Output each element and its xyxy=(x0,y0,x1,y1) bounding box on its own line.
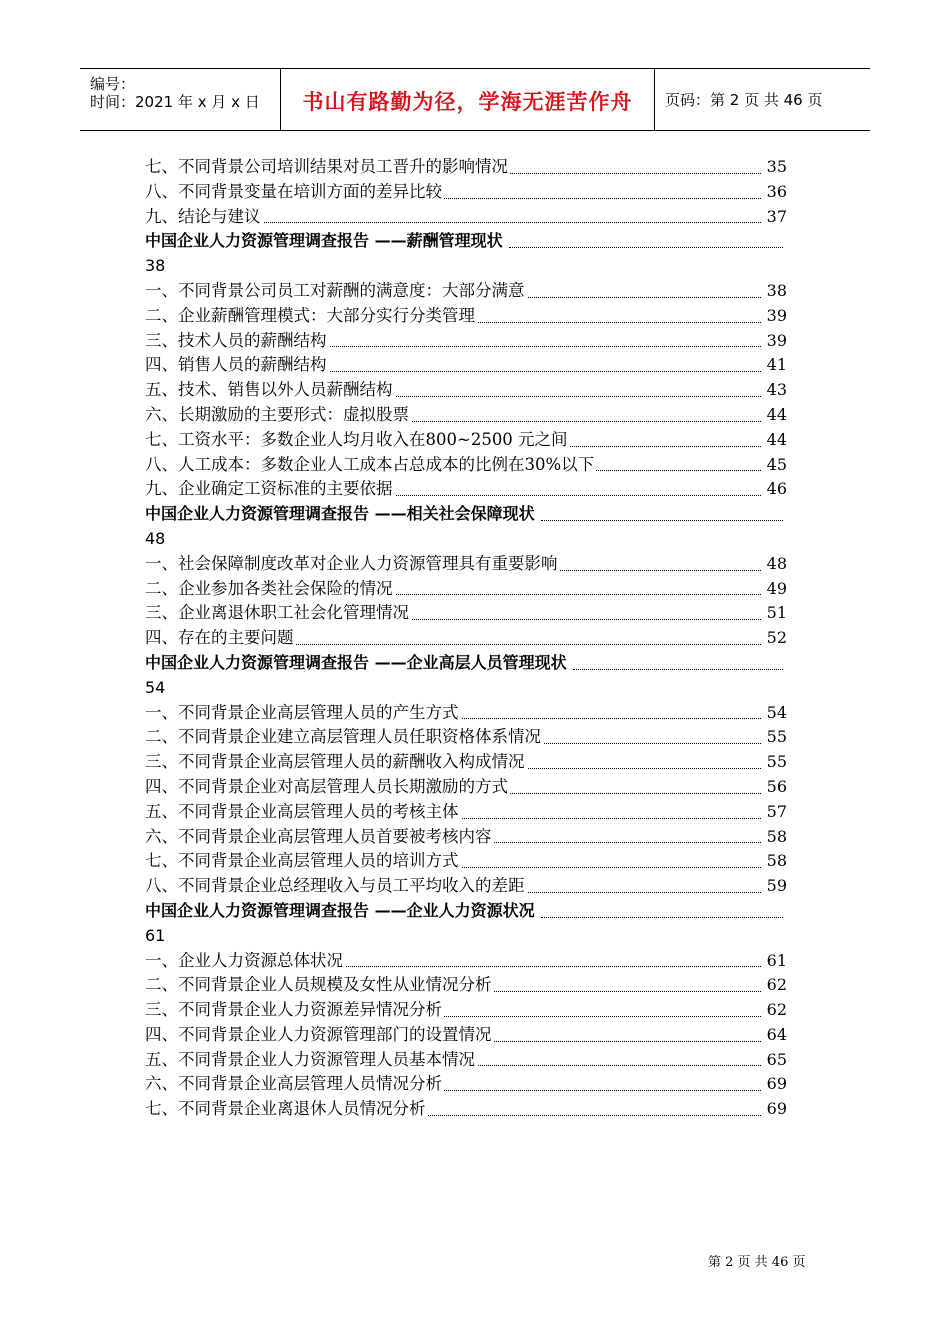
header-motto-cell xyxy=(281,69,655,130)
toc-entry-page: 57 xyxy=(764,800,787,825)
toc-entry-title: 一、不同背景企业高层管理人员的产生方式 xyxy=(145,702,459,722)
toc-section-page: 38 xyxy=(145,256,166,276)
toc-leader-dots xyxy=(573,669,783,670)
toc-entry[interactable] xyxy=(145,329,787,354)
toc-entry-title: 四、不同背景企业对高层管理人员长期激励的方式 xyxy=(145,776,508,796)
toc-entry-title: 一、企业人力资源总体状况 xyxy=(145,950,343,970)
toc-entry-page: 48 xyxy=(764,552,787,577)
toc-entry-page: 52 xyxy=(764,626,787,651)
toc-entry-page: 44 xyxy=(764,428,787,453)
toc-entry-page: 55 xyxy=(764,750,787,775)
toc-entry-title: 六、不同背景企业高层管理人员首要被考核内容 xyxy=(145,826,492,846)
toc-entry-page: 39 xyxy=(764,329,787,354)
toc-entry[interactable] xyxy=(145,626,787,651)
toc-entry[interactable] xyxy=(145,973,787,998)
toc-entry[interactable] xyxy=(145,1097,787,1122)
toc-entry-title: 九、结论与建议 xyxy=(145,206,261,226)
toc-entry[interactable] xyxy=(145,205,787,230)
toc-entry[interactable] xyxy=(145,304,787,329)
toc-entry-title: 七、不同背景企业离退休人员情况分析 xyxy=(145,1099,426,1119)
toc-entry-title: 七、不同背景企业高层管理人员的培训方式 xyxy=(145,851,459,871)
toc-entry[interactable] xyxy=(145,949,787,974)
toc-entry-page: 56 xyxy=(764,775,787,800)
toc-entry-page: 58 xyxy=(764,849,787,874)
toc-entry-title: 六、不同背景企业高层管理人员情况分析 xyxy=(145,1074,442,1094)
toc-entry[interactable] xyxy=(145,1072,787,1097)
toc-section-title: 中国企业人力资源管理调查报告 ——企业人力资源状况 xyxy=(145,900,535,920)
toc-entry-page: 39 xyxy=(764,304,787,329)
toc-entry[interactable] xyxy=(145,577,787,602)
toc-entry[interactable] xyxy=(145,800,787,825)
document-date-label: 时间：2021 年 x 月 x 日 xyxy=(90,93,260,111)
toc-entry-page: 61 xyxy=(764,949,787,974)
toc-entry[interactable] xyxy=(145,849,787,874)
page-header xyxy=(80,68,870,131)
toc-entry-page: 44 xyxy=(764,403,787,428)
document-number-label: 编号： xyxy=(90,75,136,93)
toc-entry-title: 六、长期激励的主要形式：虚拟股票 xyxy=(145,404,409,424)
toc-entry-page: 43 xyxy=(764,378,787,403)
toc-entry[interactable] xyxy=(145,725,787,750)
toc-entry-title: 七、不同背景公司培训结果对员工晋升的影响情况 xyxy=(145,157,508,176)
toc-entry[interactable] xyxy=(145,825,787,850)
toc-entry-page: 59 xyxy=(764,874,787,899)
toc-entry-page: 38 xyxy=(764,279,787,304)
toc-entry-title: 一、不同背景公司员工对薪酬的满意度：大部分满意 xyxy=(145,280,525,300)
toc-entry[interactable] xyxy=(145,180,787,205)
toc-entry[interactable] xyxy=(145,477,787,502)
toc-entry[interactable] xyxy=(145,874,787,899)
toc-entry-title: 七、工资水平：多数企业人均月收入在800~2500 元之间 xyxy=(145,429,568,449)
header-page-cell xyxy=(655,69,870,130)
toc-entry-page: 36 xyxy=(764,180,787,205)
toc-entry-title: 四、存在的主要问题 xyxy=(145,628,294,648)
toc-entry-page: 37 xyxy=(764,205,787,230)
toc-section-page: 54 xyxy=(145,677,166,697)
toc-entry-title: 八、不同背景企业总经理收入与员工平均收入的差距 xyxy=(145,876,525,896)
toc-section-page: 48 xyxy=(145,528,166,548)
toc-entry[interactable] xyxy=(145,453,787,478)
toc-section-title: 中国企业人力资源管理调查报告 ——相关社会保障现状 xyxy=(145,504,535,524)
toc-entry-page: 69 xyxy=(764,1097,787,1122)
toc-entry-page: 49 xyxy=(764,577,787,602)
header-meta-cell xyxy=(80,69,281,130)
toc-entry[interactable] xyxy=(145,750,787,775)
toc-section-heading[interactable] xyxy=(145,229,787,254)
toc-entry-title: 三、不同背景企业人力资源差异情况分析 xyxy=(145,1000,442,1020)
toc-entry-title: 三、企业离退休职工社会化管理情况 xyxy=(145,603,409,623)
toc-entry-page: 46 xyxy=(764,477,787,502)
toc-entry[interactable] xyxy=(145,552,787,577)
toc-entry-title: 五、技术、销售以外人员薪酬结构 xyxy=(145,380,393,400)
toc-section-title: 中国企业人力资源管理调查报告 ——薪酬管理现状 xyxy=(145,231,503,251)
toc-entry[interactable] xyxy=(145,353,787,378)
toc-entry[interactable] xyxy=(145,403,787,428)
toc-section-title: 中国企业人力资源管理调查报告 ——企业高层人员管理现状 xyxy=(145,652,567,672)
toc-entry-title: 九、企业确定工资标准的主要依据 xyxy=(145,479,393,499)
toc-entry-page: 41 xyxy=(764,353,787,378)
table-of-contents xyxy=(145,155,787,1122)
toc-entry-title: 五、不同背景企业人力资源管理人员基本情况 xyxy=(145,1049,475,1069)
toc-entry[interactable] xyxy=(145,998,787,1023)
toc-section-heading[interactable] xyxy=(145,899,787,924)
toc-entry-title: 一、社会保障制度改革对企业人力资源管理具有重要影响 xyxy=(145,553,558,573)
toc-entry-title: 四、不同背景企业人力资源管理部门的设置情况 xyxy=(145,1024,492,1044)
toc-entry[interactable] xyxy=(145,155,787,180)
toc-entry-page: 35 xyxy=(764,155,787,180)
toc-section-page: 61 xyxy=(145,925,166,945)
toc-entry-title: 八、不同背景变量在培训方面的差异比较 xyxy=(145,181,442,201)
toc-leader-dots xyxy=(509,247,783,248)
toc-entry-title: 五、不同背景企业高层管理人员的考核主体 xyxy=(145,801,459,821)
toc-entry-page: 55 xyxy=(764,725,787,750)
toc-entry-title: 二、企业参加各类社会保险的情况 xyxy=(145,578,393,598)
toc-entry[interactable] xyxy=(145,279,787,304)
toc-entry-page: 62 xyxy=(764,973,787,998)
toc-entry-title: 三、不同背景企业高层管理人员的薪酬收入构成情况 xyxy=(145,752,525,772)
toc-section-heading[interactable] xyxy=(145,502,787,527)
toc-entry[interactable] xyxy=(145,428,787,453)
toc-entry-title: 二、不同背景企业建立高层管理人员任职资格体系情况 xyxy=(145,727,541,747)
toc-entry-page: 45 xyxy=(764,453,787,478)
toc-leader-dots xyxy=(541,520,783,521)
toc-entry-title: 四、销售人员的薪酬结构 xyxy=(145,355,327,375)
toc-entry[interactable] xyxy=(145,378,787,403)
toc-entry-title: 二、企业薪酬管理模式：大部分实行分类管理 xyxy=(145,305,475,325)
toc-entry-page: 69 xyxy=(764,1072,787,1097)
toc-entry-page: 64 xyxy=(764,1023,787,1048)
toc-entry[interactable] xyxy=(145,601,787,626)
toc-entry-title: 三、技术人员的薪酬结构 xyxy=(145,330,327,350)
toc-entry-page: 51 xyxy=(764,601,787,626)
toc-entry-page: 58 xyxy=(764,825,787,850)
toc-entry-page: 54 xyxy=(764,701,787,726)
toc-entry[interactable] xyxy=(145,701,787,726)
toc-entry-title: 八、人工成本：多数企业人工成本占总成本的比例在30%以下 xyxy=(145,454,595,474)
toc-entry-page: 65 xyxy=(764,1048,787,1073)
header-motto: 书山有路勤为径，学海无涯苦作舟 xyxy=(302,90,633,114)
toc-entry[interactable] xyxy=(145,775,787,800)
page-footer: 第 2 页 共 46 页 xyxy=(708,1255,806,1270)
toc-entry[interactable] xyxy=(145,1023,787,1048)
toc-entry-title: 二、不同背景企业人员规模及女性从业情况分析 xyxy=(145,975,492,995)
toc-section-heading[interactable] xyxy=(145,651,787,676)
header-page-info: 页码：第 2 页 共 46 页 xyxy=(665,91,823,109)
toc-leader-dots xyxy=(541,917,783,918)
toc-entry[interactable] xyxy=(145,1048,787,1073)
toc-entry-page: 62 xyxy=(764,998,787,1023)
